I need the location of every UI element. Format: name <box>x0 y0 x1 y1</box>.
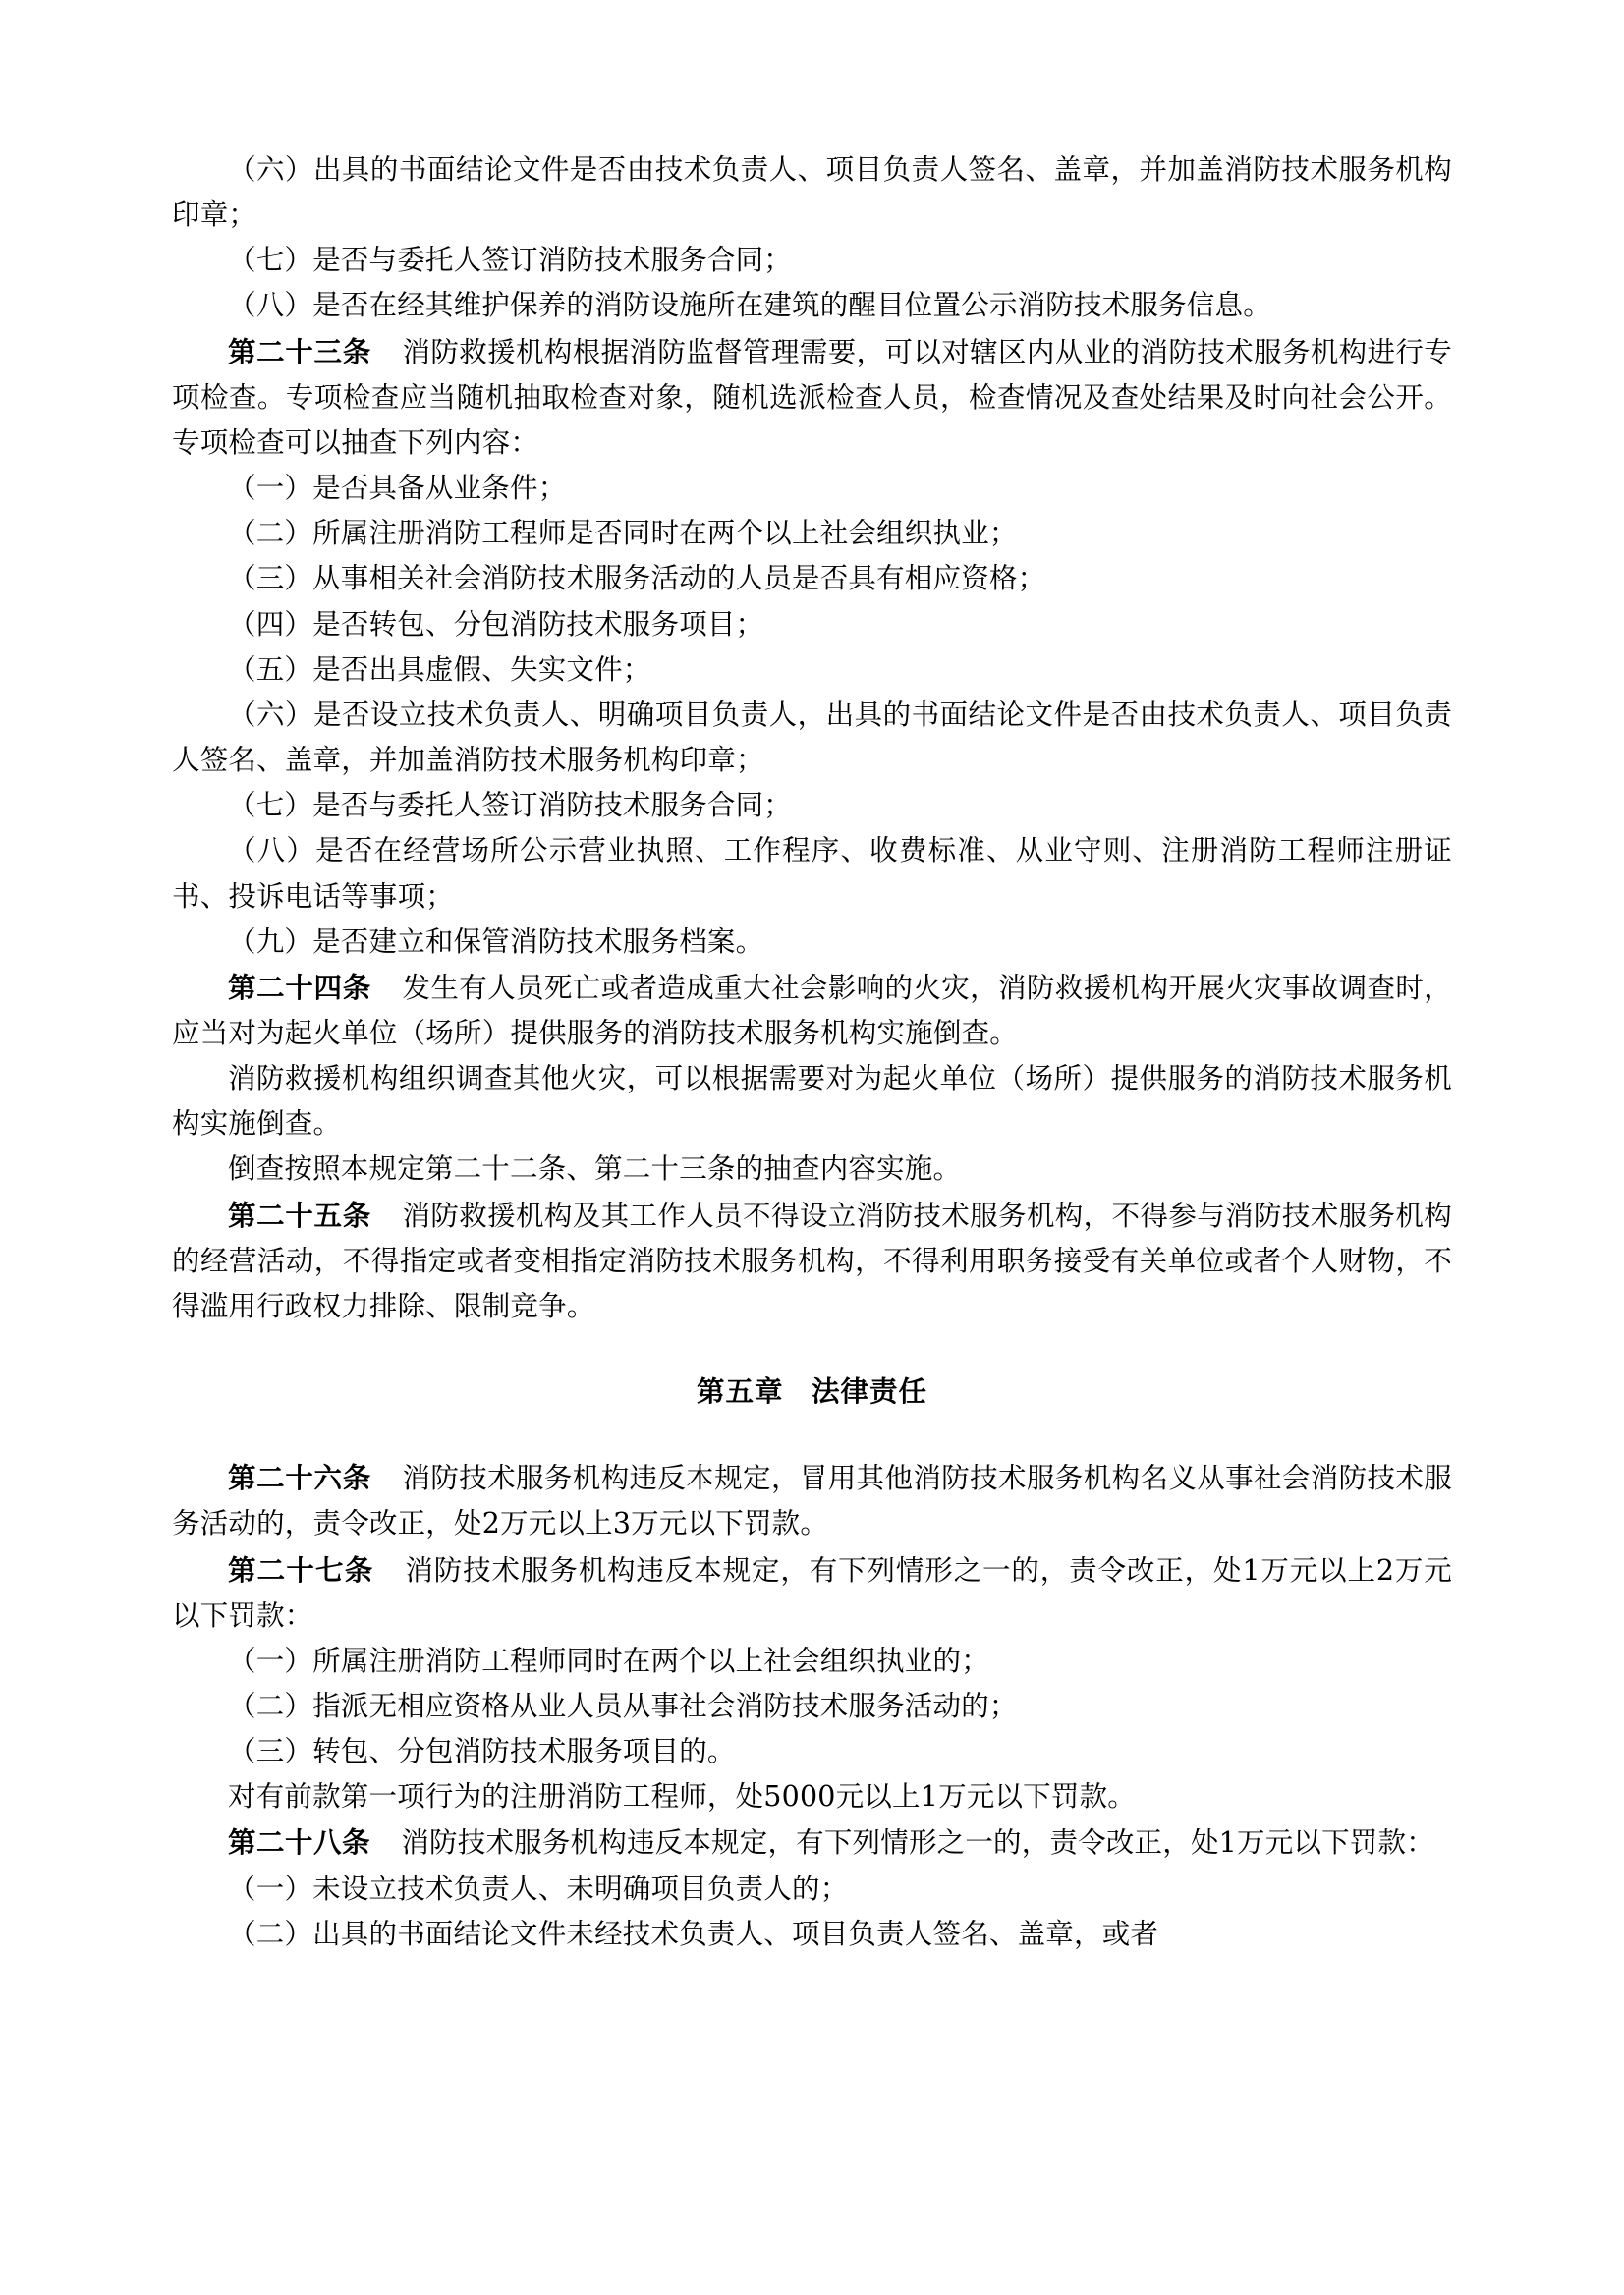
article-paragraph <box>172 1193 1452 1329</box>
article-paragraph <box>172 1819 1452 1866</box>
paragraph: （六）出具的书面结论文件是否由技术负责人、项目负责人签名、盖章，并加盖消防技术服务机构印章； <box>172 153 1452 232</box>
article-paragraph <box>172 1547 1452 1639</box>
paragraph: （二）出具的书面结论文件未经技术负责人、项目负责人签名、盖章，或者 <box>228 1917 1159 1950</box>
article-label: 第二十七条 <box>228 1552 374 1587</box>
article-text: 消防救援机构及其工作人员不得设立消防技术服务机构，不得参与消防技术服务机构的经营活动，不得指定或者变相指定消防技术服务机构，不得利用职务接受有关单位或者个人财物，不得滥用行政权力排除、限制竞争。 <box>172 1199 1452 1322</box>
article-paragraph <box>172 329 1452 466</box>
paragraph: （一）所属注册消防工程师同时在两个以上社会组织执业的； <box>228 1644 989 1677</box>
chapter-number: 第五章 <box>696 1374 784 1409</box>
paragraph: （四）是否转包、分包消防技术服务项目； <box>228 607 764 641</box>
paragraph: （一）是否具备从业条件； <box>228 472 567 505</box>
article-text: 消防技术服务机构违反本规定，冒用其他消防技术服务机构名义从事社会消防技术服务活动的，责令改正，处2万元以上3万元以下罚款。 <box>172 1462 1452 1540</box>
paragraph: （八）是否在经营场所公示营业执照、工作程序、收费标准、从业守则、注册消防工程师注册证书、投诉电话等事项； <box>172 834 1452 913</box>
paragraph: 倒查按照本规定第二十二条、第二十三条的抽查内容实施。 <box>228 1152 962 1186</box>
paragraph: 对有前款第一项行为的注册消防工程师，处5000元以上1万元以下罚款。 <box>228 1780 1136 1814</box>
paragraph: （三）转包、分包消防技术服务项目的。 <box>228 1735 736 1768</box>
paragraph: （七）是否与委托人签订消防技术服务合同； <box>228 789 793 822</box>
article-text: 消防救援机构根据消防监督管理需要，可以对辖区内从业的消防技术服务机构进行专项检查。专项检查应当随机抽取检查对象，随机选派检查人员，检查情况及查处结果及时向社会公开。专项检查可以抽查下列内容： <box>172 335 1452 459</box>
article-text: 消防技术服务机构违反本规定，有下列情形之一的，责令改正，处1万元以上2万元以下罚款： <box>172 1553 1452 1632</box>
article-label: 第二十五条 <box>228 1198 371 1232</box>
paragraph: （二）所属注册消防工程师是否同时在两个以上社会组织执业； <box>228 517 1018 550</box>
article-label: 第二十三条 <box>228 334 371 368</box>
paragraph: （九）是否建立和保管消防技术服务档案。 <box>228 924 764 958</box>
article-text: 消防技术服务机构违反本规定，有下列情形之一的，责令改正，处1万元以下罚款： <box>401 1826 1434 1860</box>
paragraph: （八）是否在经其维护保养的消防设施所在建筑的醒目位置公示消防技术服务信息。 <box>228 289 1271 322</box>
article-label: 第二十四条 <box>228 970 371 1004</box>
paragraph: （二）指派无相应资格从业人员从事社会消防技术服务活动的； <box>228 1690 1018 1722</box>
article-text: 发生有人员死亡或者造成重大社会影响的火灾，消防救援机构开展火灾事故调查时，应当对为起火单位（场所）提供服务的消防技术服务机构实施倒查。 <box>172 971 1452 1049</box>
chapter-heading <box>172 1369 1452 1414</box>
chapter-title-text: 法律责任 <box>812 1374 928 1409</box>
paragraph: （五）是否出具虚假、失实文件； <box>228 652 651 686</box>
article-paragraph <box>172 1455 1452 1546</box>
document-body <box>172 147 1452 1957</box>
article-paragraph <box>172 965 1452 1056</box>
article-label: 第二十八条 <box>228 1825 371 1860</box>
paragraph: （六）是否设立技术负责人、明确项目负责人，出具的书面结论文件是否由技术负责人、项目负责人签名、盖章，并加盖消防技术服务机构印章； <box>172 698 1452 777</box>
article-label: 第二十六条 <box>228 1461 371 1495</box>
paragraph: （一）未设立技术负责人、未明确项目负责人的； <box>228 1872 849 1905</box>
paragraph: 消防救援机构组织调查其他火灾，可以根据需要对为起火单位（场所）提供服务的消防技术服务机构实施倒查。 <box>172 1062 1452 1141</box>
paragraph: （三）从事相关社会消防技术服务活动的人员是否具有相应资格； <box>228 562 1046 595</box>
paragraph: （七）是否与委托人签订消防技术服务合同； <box>228 244 793 277</box>
